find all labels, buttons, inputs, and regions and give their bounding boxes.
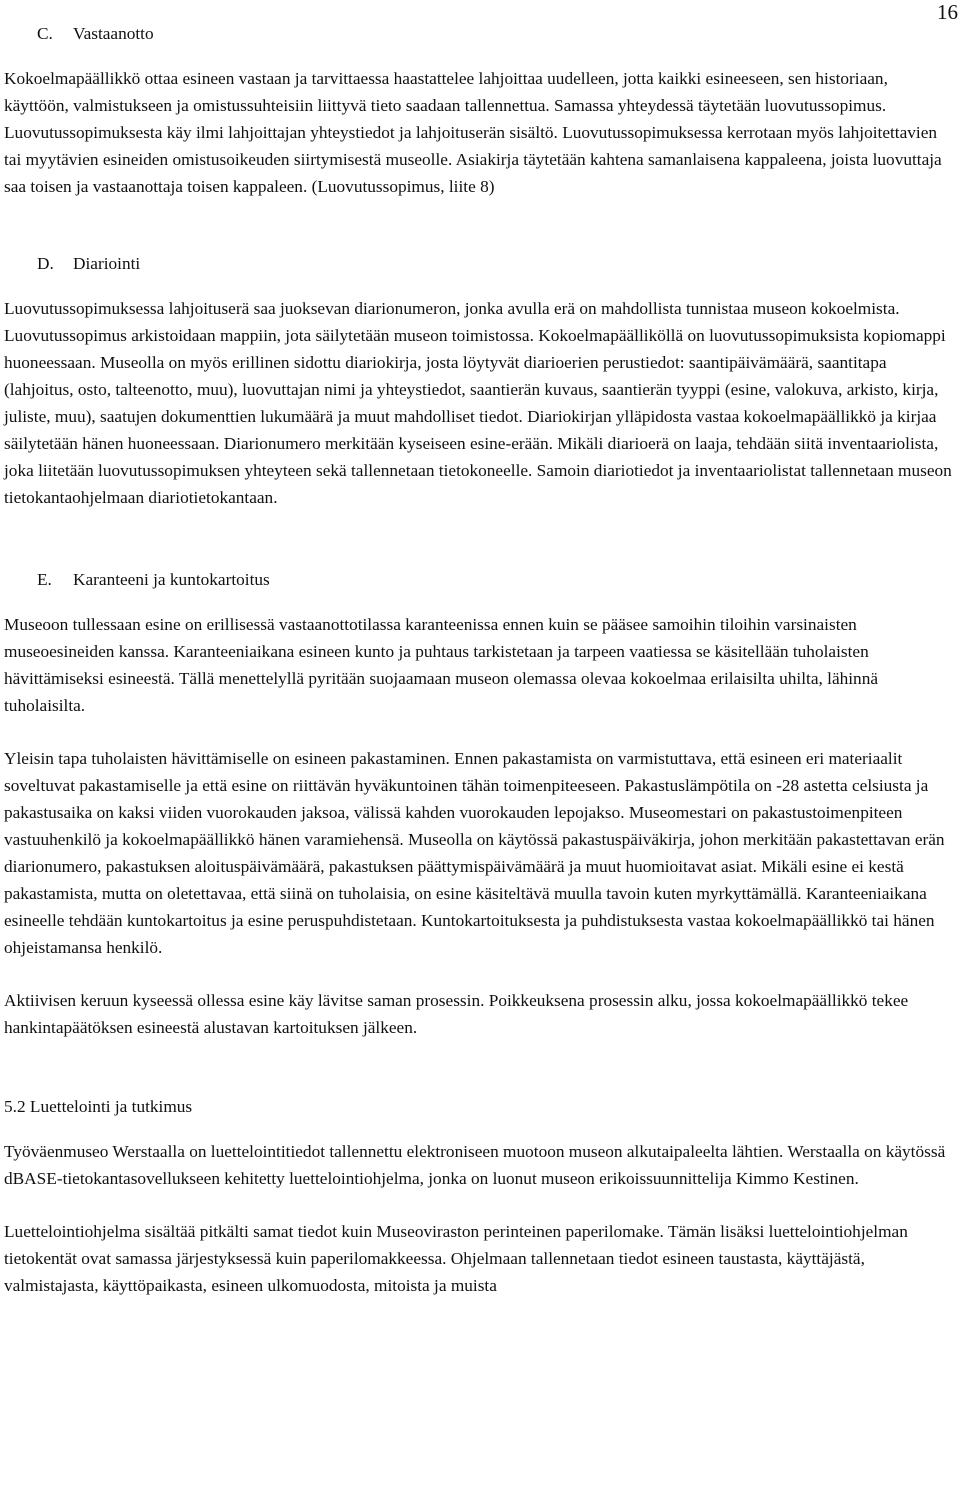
section-letter: D. xyxy=(37,254,54,273)
section-heading-vastaanotto xyxy=(4,20,956,47)
document-body xyxy=(4,20,956,1299)
section-title: Karanteeni ja kuntokartoitus xyxy=(73,570,270,589)
paragraph: Aktiivisen keruun kyseessä ollessa esine käy lävitse saman prosessin. Poikkeuksena prosessin alku, jossa kokoelmapäällikkö tekee hankintapäätöksen esineestä alustavan kartoituksen jälkeen. xyxy=(4,991,909,1037)
section-heading-luettelointi: 5.2 Luettelointi ja tutkimus xyxy=(4,1097,193,1116)
section-title: Vastaanotto xyxy=(73,24,154,43)
paragraph: Museoon tullessaan esine on erillisessä vastaanottotilassa karanteenissa ennen kuin se pääsee samoihin tiloihin varsinaisten museoesineiden kanssa. Karanteeniaikana esineen kunto ja puhtaus tarkistetaan ja tarpeen vaatiessa se käsitellään tuholaisten hävittämiseksi esineestä. Tällä menettelyllä pyritään suojaamaan museon olemassa olevaa kokoelmaa erilaisilta uhilta, lähinnä tuholaisilta. xyxy=(4,615,879,715)
paragraph: Työväenmuseo Werstaalla on luettelointitiedot tallennettu elektroniseen muotoon museon alkutaipaleelta lähtien. Werstaalla on käytössä dBASE-tietokantasovellukseen kehitetty luettelointiohjelma, jonka on luonut museon erikoissuunnittelija Kimmo Kestinen. xyxy=(4,1142,946,1188)
section-letter: C. xyxy=(37,24,53,43)
page-number: 16 xyxy=(937,0,958,24)
paragraph: Yleisin tapa tuholaisten hävittämiselle on esineen pakastaminen. Ennen pakastamista on varmistuttava, että esineen eri materiaalit soveltuvat pakastamiselle ja että esine on riittävän hyväkuntoinen tähän toimenpiteeseen. Pakastuslämpötila on -28 astetta celsiusta ja pakastusaika on kaksi viiden vuorokauden jaksoa, välissä kahden vuorokauden lepojakso. Museomestari on pakastustoimenpiteen vastuuhenkilö ja kokoelmapäällikkö hänen varamiehensä. Museolla on käytössä pakastuspäiväkirja, johon merkitään pakastettavan erän diarionumero, pakastuksen aloituspäivämäärä, pakastuksen päättymispäivämäärä ja muut huomioitavat asiat. Mikäli esine ei kestä pakastamista, mutta on oletettavaa, että siinä on tuholaisia, on esine käsiteltävä muulla tavoin kuten myrkyttämällä. Karanteeniaikana esineelle tehdään kuntokartoitus ja esine peruspuhdistetaan. Kuntokartoituksesta ja puhdistuksesta vastaa kokoelmapäällikkö tai hänen ohjeistamansa henkilö. xyxy=(4,749,945,957)
section-letter: E. xyxy=(37,570,52,589)
paragraph: Luovutussopimuksessa lahjoituserä saa juoksevan diarionumeron, jonka avulla erä on mahdollista tunnistaa museon kokoelmista. Luovutussopimus arkistoidaan mappiin, jota säilytetään museon toimistossa. Kokoelmapäälliköllä on luovutussopimuksista kopiomappi huoneessaan. Museolla on myös erillinen sidottu diariokirja, josta löytyvät diarioerien perustiedot: saantipäivämäärä, saantitapa (lahjoitus, osto, talteenotto, muu), luovuttajan nimi ja yhteystiedot, saantierän kuvaus, saantierän tyyppi (esine, valokuva, arkisto, kirja, juliste, muu), saatujen dokumenttien lukumäärä ja muut mahdolliset tiedot. Diariokirjan ylläpidosta vastaa kokoelmapäällikkö ja kirjaa säilytetään hänen huoneessaan. Diarionumero merkitään kyseiseen esine-erään. Mikäli diarioerä on laaja, tehdään siitä inventaariolista, joka liitetään luovutussopimuksen yhteyteen sekä tallennetaan tietokoneelle. Samoin diariotiedot ja inventaariolistat tallennetaan museon tietokantaohjelmaan diariotietokantaan. xyxy=(4,299,952,507)
section-title: Diariointi xyxy=(73,254,141,273)
paragraph: Kokoelmapäällikkö ottaa esineen vastaan ja tarvittaessa haastattelee lahjoittaa uudelleen, jotta kaikki esineeseen, sen historiaan, käyttöön, valmistukseen ja omistussuhteisiin liittyvä tieto saadaan tallennettua. Samassa yhteydessä täytetään luovutussopimus. Luovutussopimuksesta käy ilmi lahjoittajan yhteystiedot ja lahjoituserän sisältö. Luovutussopimuksessa kerrotaan myös lahjoitettavien tai myytävien esineiden omistusoikeuden siirtymisestä museolle. Asiakirja täytetään kahtena samanlaisena kappaleena, joista luovuttaja saa toisen ja vastaanottaja toisen kappaleen. (Luovutussopimus, liite 8) xyxy=(4,69,942,196)
paragraph: Luettelointiohjelma sisältää pitkälti samat tiedot kuin Museoviraston perinteinen paperilomake. Tämän lisäksi luettelointiohjelman tietokentät ovat samassa järjestyksessä kuin paperilomakkeessa. Ohjelmaan tallennetaan tiedot esineen taustasta, käyttäjästä, valmistajasta, käyttöpaikasta, esineen ulkomuodosta, mitoista ja muista xyxy=(4,1222,908,1295)
section-heading-karanteeni xyxy=(4,566,956,593)
section-heading-diariointi xyxy=(4,250,956,277)
